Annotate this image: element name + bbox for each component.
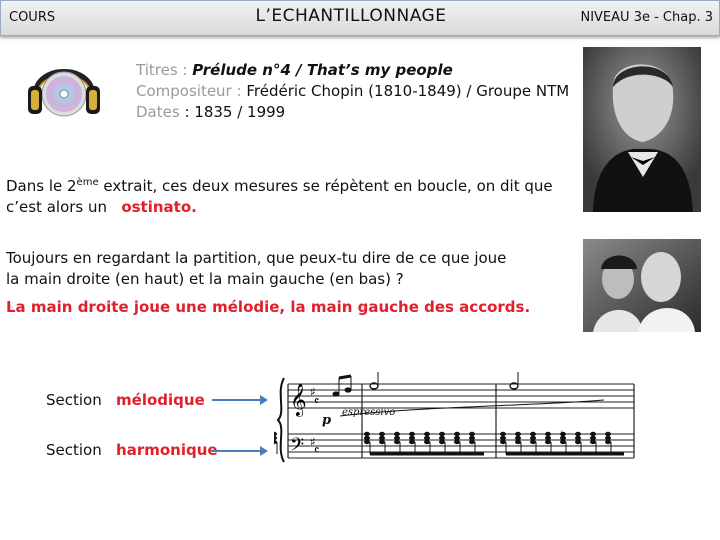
dates-value: : 1835 / 1999 (184, 103, 286, 121)
answer-text: La main droite joue une mélodie, la main gauche des accords. (6, 298, 531, 316)
work-metadata (136, 60, 569, 123)
question-line-2: la main droite (en haut) et la main gauche (en bas) ? (6, 270, 404, 288)
svg-text:𝄴: 𝄴 (314, 443, 320, 457)
headphones-cd-icon (24, 50, 104, 130)
section-arrows (210, 390, 270, 462)
ostinato-line-2 (6, 197, 566, 218)
dates-label: Dates (136, 103, 180, 121)
svg-text:♯: ♯ (310, 385, 316, 399)
header-level-label: NIVEAU 3e - Chap. 3 (580, 10, 713, 25)
dynamic-mark: p (322, 413, 332, 428)
title-value: Prélude n°4 / That’s my people (192, 61, 453, 79)
header-course-label: COURS (9, 10, 56, 25)
ntm-group-photo-image (583, 239, 701, 332)
composer-line (136, 81, 569, 102)
melodic-section-label (46, 391, 205, 409)
harmonic-arrowhead-icon (260, 446, 268, 456)
harmonic-section-label (46, 441, 218, 459)
svg-text:𝄴: 𝄴 (314, 394, 320, 408)
chopin-portrait-image (583, 47, 701, 212)
para1-text-b: extrait, ces deux mesures se répètent en boucle, on dit que (98, 177, 553, 195)
para1-superscript: ème (76, 177, 99, 188)
svg-text:𝄢: 𝄢 (290, 435, 305, 460)
dates-line (136, 102, 569, 123)
slide-header (0, 0, 720, 36)
harmonic-section-value: harmonique (116, 441, 218, 459)
composer-label: Compositeur : (136, 82, 242, 100)
question-line-1: Toujours en regardant la partition, que peux-tu dire de ce que joue (6, 249, 507, 267)
svg-text:𝄞: 𝄞 (290, 383, 307, 416)
svg-text:♯: ♯ (310, 435, 316, 449)
question-paragraph (6, 248, 566, 290)
melodic-section-word: Section (46, 391, 102, 409)
melodic-section-value: mélodique (116, 391, 205, 409)
para1-text-a: Dans le 2 (6, 177, 77, 195)
harmonic-section-word: Section (46, 441, 102, 459)
title-label: Titres : (136, 61, 188, 79)
music-score-excerpt (274, 372, 638, 468)
expression-mark: espressivo (342, 407, 396, 418)
melodic-arrowhead-icon (260, 395, 268, 405)
svg-text:♭: ♭ (560, 428, 566, 441)
para1-text-c: c’est alors un (6, 198, 108, 216)
title-line (136, 60, 569, 81)
ostinato-paragraph (6, 172, 566, 218)
ostinato-line-1 (6, 172, 566, 197)
composer-value: Frédéric Chopin (1810-1849) / Groupe NTM (246, 82, 570, 100)
ostinato-keyword: ostinato. (121, 198, 197, 216)
page-title: L’ECHANTILLONNAGE (255, 6, 447, 26)
